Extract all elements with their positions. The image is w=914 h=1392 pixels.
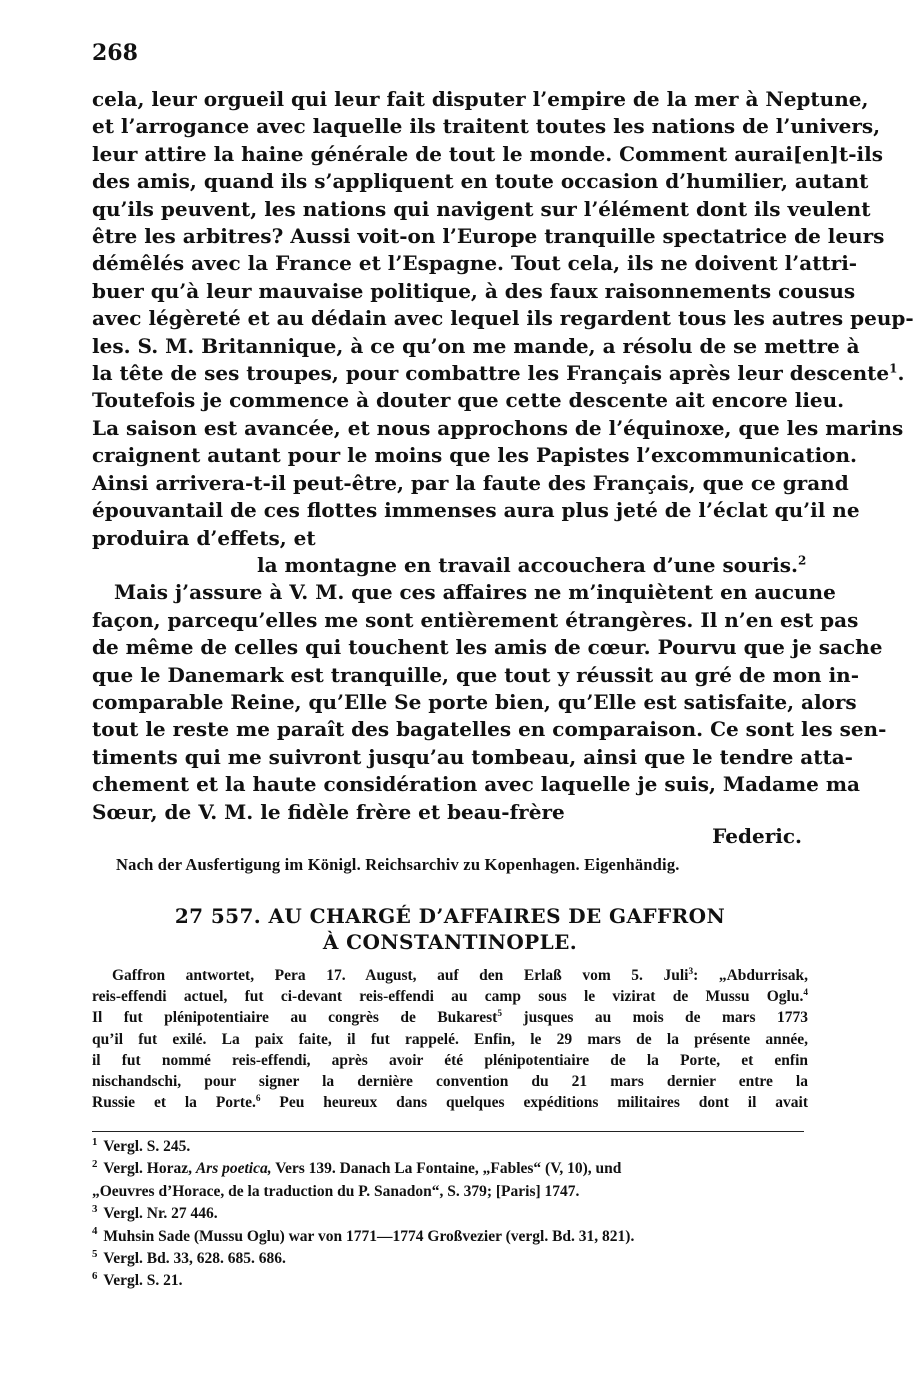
footnote-text: Muhsin Sade (Mussu Oglu) war von 1771—1774 Großvezier (vergl. Bd. 31, 821). (103, 1227, 635, 1245)
letter-line: épouvantail de ces flottes immenses aura plus jeté de l’éclat qu’il ne (92, 498, 860, 523)
letter-line: La saison est avancée, et nous approchons de l’équinoxe, que les marins (92, 415, 904, 440)
letter-line: façon, parcequ’elles me sont entièrement étrangères. Il n’en est pas (92, 607, 859, 632)
footnote-text: „Oeuvres d’Horace, de la traduction du P. Sanadon“, S. 379; [Paris] 1747. (92, 1182, 580, 1200)
letter-line: craignent autant pour le moins que les Papistes l’excommunication. (92, 443, 858, 468)
footnote-number: 2 (92, 1158, 98, 1171)
footnote-text: Vergl. Bd. 33, 628. 685. 686. (103, 1250, 286, 1268)
letter-line: avec légèreté et au dédain avec lequel ils regardent tous les autres peup- (92, 306, 914, 331)
letter-line: timents qui me suivront jusqu’au tombeau, ainsi que le tendre atta- (92, 744, 853, 769)
footnote-divider (92, 1131, 804, 1132)
letter-line-end: . (897, 361, 905, 386)
summary-line: nischandschi, pour signer la dernière convention du 21 mars dernier entre la (92, 1073, 808, 1091)
section-heading-line2: À CONSTANTINOPLE. (322, 930, 578, 954)
summary-line: qu’il fut exilé. La paix faite, il fut rappelé. Enfin, le 29 mars de la présente année, (92, 1030, 808, 1048)
summary-line (92, 1092, 808, 1113)
summary-paragraph (92, 965, 808, 1113)
letter-line: les. S. M. Britannique, à ce qu’on me mande, a résolu de se mettre à (92, 333, 860, 358)
letter-line: tout le reste me paraît des bagatelles en comparaison. Ce sont les sen- (92, 717, 887, 742)
footnote-number: 1 (92, 1135, 98, 1148)
footnote-ref: 5 (497, 1009, 502, 1020)
letter-line-text: la tête de ses troupes, pour combattre les Français après leur descente (92, 361, 890, 386)
footnote-ref: 6 (255, 1094, 261, 1105)
letter-line: produira d’effets, et (92, 525, 316, 550)
letter-line: buer qu’à leur mauvaise politique, à des faux raisonnements cousus (92, 278, 856, 303)
footnote-italic: Ars poetica, (195, 1160, 272, 1178)
footnote-text: Vergl. S. 245. (103, 1138, 191, 1155)
summary-line (92, 965, 808, 986)
footnote-ref: 3 (688, 966, 694, 977)
summary-text: : „Abdurrisak, (693, 967, 808, 984)
quotation (92, 552, 808, 579)
letter-line: des amis, quand ils s’appliquent en toute occasion d’humilier, autant (92, 169, 869, 194)
letter-body (92, 86, 914, 826)
summary-line (92, 986, 808, 1007)
summary-text: Il fut plénipotentiaire au congrès de Bukarest (92, 1009, 498, 1027)
letter-line: comparable Reine, qu’Elle Se porte bien, qu’Elle est satisfaite, alors (92, 689, 857, 714)
page-number: 268 (92, 40, 138, 66)
summary-text: Russie et la Porte. (92, 1094, 256, 1112)
footnote-ref: 1 (889, 361, 898, 376)
footnote (92, 1158, 808, 1180)
summary-text: Gaffron antwortet, Pera 17. August, auf den Erlaß vom 5. Juli (112, 967, 689, 984)
footnote-number: 5 (92, 1247, 98, 1260)
footnote-text: Vergl. S. 21. (103, 1272, 183, 1290)
summary-text: Peu heureux dans quelques expéditions militaires dont il avait (260, 1094, 808, 1112)
letter-line: cela, leur orgueil qui leur fait disputer l’empire de la mer à Neptune, (92, 87, 869, 111)
summary-line: il fut nommé reis-effendi, après avoir été plénipotentiaire de la Porte, et enfin (92, 1051, 808, 1069)
footnote (92, 1248, 808, 1270)
footnote-number: 3 (92, 1203, 98, 1216)
footnote (92, 1136, 808, 1158)
footnote (92, 1270, 808, 1292)
letter-line: être les arbitres? Aussi voit-on l’Europe tranquille spectatrice de leurs (92, 224, 885, 249)
footnote (92, 1203, 808, 1225)
letter-line: chement et la haute considération avec laquelle je suis, Madame ma (92, 772, 860, 797)
footnote-text: Vers 139. Danach La Fontaine, „Fables“ (V, 10), und (271, 1160, 622, 1178)
summary-text: reis-effendi actuel, fut ci-devant reis-effendi au camp sous le vizirat de Mussu Oglu. (92, 988, 804, 1006)
quotation-text: la montagne en travail accouchera d’une souris. (257, 552, 798, 577)
letter-line: leur attire la haine générale de tout le monde. Comment aurai[en]t-ils (92, 141, 884, 166)
summary-text: jusques au mois de mars 1773 (501, 1009, 808, 1027)
footnote-number: 4 (92, 1225, 98, 1238)
footnote-number: 6 (92, 1270, 98, 1283)
section-heading: 27 557. AU CHARGÉ D’AFFAIRES DE GAFFRON (174, 904, 726, 928)
footnote-ref: 4 (803, 988, 808, 999)
letter-line: qu’ils peuvent, les nations qui navigent sur l’élément dont ils veulent (92, 196, 871, 221)
footnote-text: Vergl. Horaz, (103, 1160, 196, 1178)
summary-line (92, 1007, 808, 1028)
letter-line (92, 360, 905, 387)
footnote (92, 1226, 808, 1248)
signature: Federic. (712, 824, 802, 848)
source-note: Nach der Ausfertigung im Königl. Reichsarchiv zu Kopenhagen. Eigenhändig. (116, 855, 680, 874)
footnote-continuation (92, 1181, 808, 1203)
footnotes (92, 1136, 808, 1293)
letter-line: Sœur, de V. M. le fidèle frère et beau-frère (92, 799, 565, 824)
footnote-text: Vergl. Nr. 27 446. (103, 1205, 218, 1223)
letter-line: et l’arrogance avec laquelle ils traitent toutes les nations de l’univers, (92, 114, 881, 139)
letter-line: que le Danemark est tranquille, que tout y réussit au gré de mon in- (92, 662, 860, 687)
letter-line: démêlés avec la France et l’Espagne. Tout cela, ils ne doivent l’attri- (92, 251, 858, 276)
letter-line: Mais j’assure à V. M. que ces affaires ne m’inquiètent en aucune (114, 580, 836, 605)
letter-line: Ainsi arrivera-t-il peut-être, par la faute des Français, que ce grand (92, 470, 849, 495)
letter-line: de même de celles qui touchent les amis de cœur. Pourvu que je sache (92, 635, 883, 660)
letter-line: Toutefois je commence à douter que cette descente ait encore lieu. (92, 388, 845, 413)
footnote-ref: 2 (798, 553, 807, 568)
